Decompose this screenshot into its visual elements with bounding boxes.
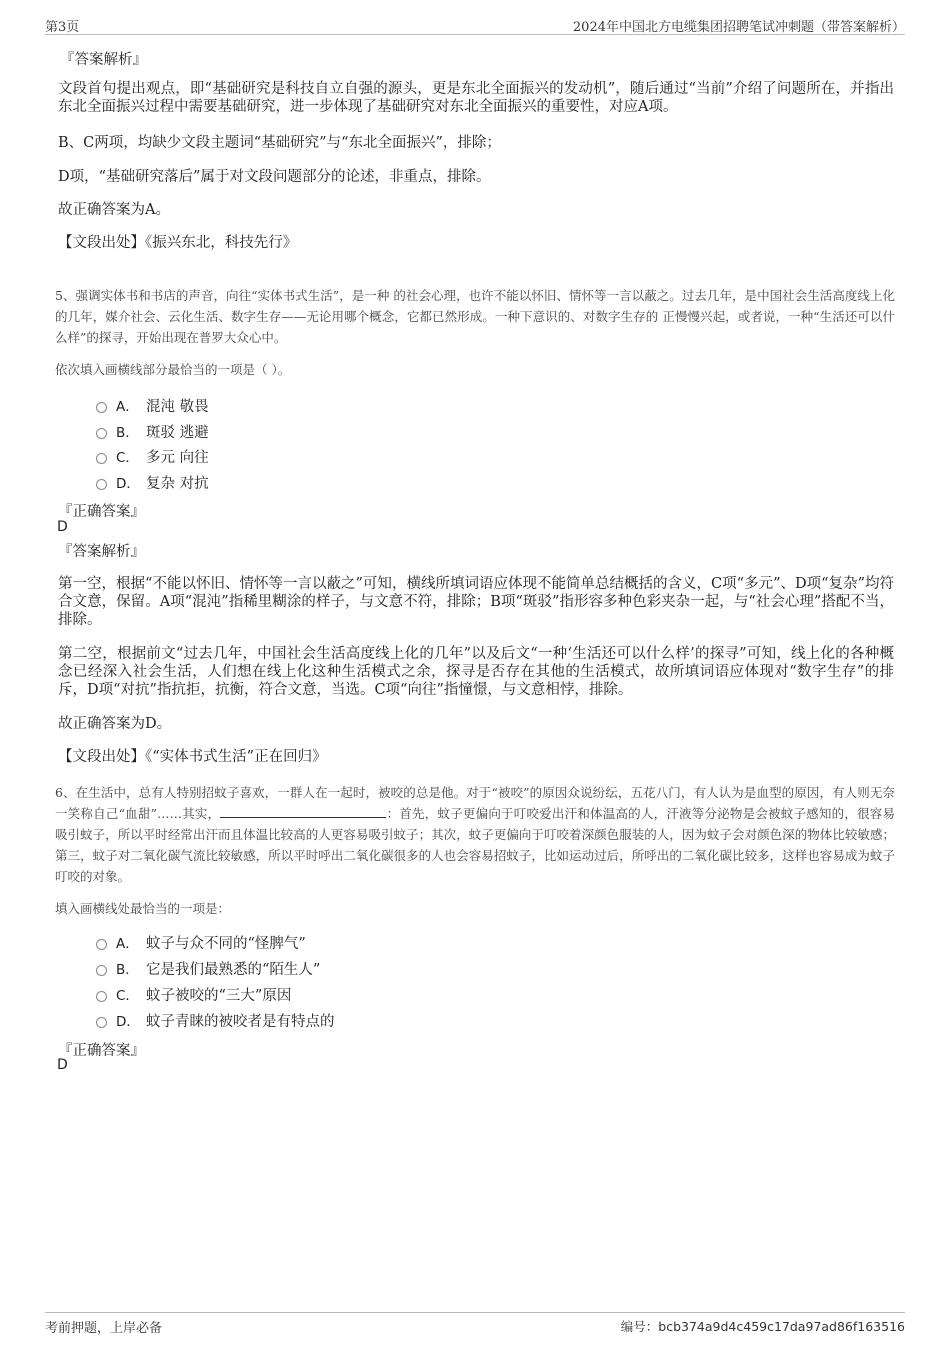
option-letter: C． [116, 450, 139, 466]
code-label: 编号： [620, 1319, 659, 1334]
q4-analysis-p3: D项，“基础研究落后”属于对文段问题部分的论述，非重点，排除。 [58, 169, 491, 185]
q6-option-b[interactable] [96, 957, 320, 979]
q5-correct-label: 『正确答案』 [58, 504, 145, 520]
option-text: 多元 向往 [146, 449, 209, 466]
option-text: 混沌 敬畏 [146, 398, 209, 415]
q5-analysis-p2: 第二空，根据前文“过去几年，中国社会生活高度线上化的几年”以及后文“一种‘生活还可以什么样’的探寻”可知，线上化的各种概念已经深入社会生活，人们想在线上化这种生活模式之余，探寻是否存在其他的生活模式，故所填词语应体现对“数字生存”的排斥，D项“对抗”指抗拒，抗衡，符合文意，当选。C项“向往”指憧憬，与文意相悖，排除。 [58, 646, 894, 698]
option-letter: D． [116, 1014, 140, 1030]
option-text: 它是我们最熟悉的“陌生人” [146, 961, 321, 978]
q4-source: 【文段出处】《振兴东北，科技先行》 [58, 235, 298, 251]
q5-stem: 5、强调实体书和书店的声音，向往“实体书式生活”，是一种 的社会心理，也许不能以怀旧、情怀等一言以蔽之。过去几年，是中国社会生活高度线上化的几年，媒介社会、云化生活、数字生存——无论用哪个概念，它都已然形成。一种下意识的、对数字生存的 正慢慢兴起，或者说，一种“生活还可以什么样”的探寻，开始出现在普罗大众心中。 [55, 288, 895, 345]
radio-icon[interactable] [96, 939, 107, 950]
option-text: 复杂 对抗 [146, 475, 209, 492]
q5-analysis-label: 『答案解析』 [58, 544, 145, 560]
option-letter: B． [116, 962, 139, 978]
q5-option-d[interactable] [96, 471, 209, 493]
fill-blank [220, 805, 386, 818]
radio-icon[interactable] [96, 991, 107, 1002]
q6-stem-after: ：首先，蚊子更偏向于叮咬爱出汗和体温高的人，汗液等分泌物是会被蚊子感知的，很容易吸引蚊子，所以平时经常出汗而且体温比较高的人更容易吸引蚊子；其次，蚊子更偏向于叮咬着深颜色服装的人，因为蚊子会对颜色深的物体比较敏感；第三，蚊子对二氧化碳气流比较敏感，所以平时呼出二氧化碳很多的人也会容易招蚊子，比如运动过后，所呼出的二氧化碳比较多，这样也容易成为蚊子叮咬的对象。 [55, 806, 895, 884]
q5-source: 【文段出处】《“实体书式生活”正在回归》 [58, 749, 327, 765]
q4-analysis-label: 『答案解析』 [60, 52, 147, 68]
q6-option-c[interactable] [96, 983, 291, 1005]
option-letter: A． [116, 399, 139, 415]
page-footer [45, 1312, 905, 1335]
option-text: 蚊子青睐的被咬者是有特点的 [146, 1013, 335, 1030]
option-letter: C． [116, 988, 139, 1004]
radio-icon[interactable] [96, 428, 107, 439]
q6-correct-answer: D [57, 1057, 68, 1073]
q4-analysis-p2: B、C两项，均缺少文段主题词“基础研究”与“东北全面振兴”，排除； [58, 135, 501, 151]
option-letter: D． [116, 476, 140, 492]
radio-icon[interactable] [96, 1017, 107, 1028]
q6-option-a[interactable] [96, 931, 306, 953]
q5-option-a[interactable] [96, 394, 209, 416]
option-letter: B． [116, 425, 139, 441]
page-number: 第3页 [45, 20, 80, 35]
q6-stem [55, 782, 895, 887]
code-value: bcb374a9d4c459c17da97ad86f163516 [658, 1319, 905, 1334]
document-title: 2024年中国北方电缆集团招聘笔试冲刺题（带答案解析） [572, 20, 905, 35]
q5-option-c[interactable] [96, 445, 209, 467]
q5-correct-answer: D [57, 519, 68, 535]
q6-prompt: 填入画横线处最恰当的一项是： [55, 901, 231, 916]
radio-icon[interactable] [96, 479, 107, 490]
q4-analysis-conclusion: 故正确答案为A。 [58, 202, 170, 218]
q6-option-d[interactable] [96, 1009, 335, 1031]
option-letter: A． [116, 936, 139, 952]
radio-icon[interactable] [96, 453, 107, 464]
radio-icon[interactable] [96, 402, 107, 413]
document-code [621, 1317, 905, 1335]
q6-stem-before: 6、在生活中，总有人特别招蚊子喜欢，一群人在一起时，被咬的总是他。对于“被咬”的原因众说纷纭，五花八门，有人认为是血型的原因，有人则无奈一笑称自己“血甜”……其实， [55, 785, 895, 821]
q5-analysis-conclusion: 故正确答案为D。 [58, 716, 172, 732]
option-text: 斑驳 逃避 [146, 424, 209, 441]
q5-option-b[interactable] [96, 420, 209, 442]
footer-slogan: 考前押题，上岸必备 [45, 1321, 163, 1336]
q6-correct-label: 『正确答案』 [58, 1043, 145, 1059]
q5-analysis-p1: 第一空，根据“不能以怀旧、情怀等一言以蔽之”可知，横线所填词语应体现不能简单总结概括的含义，C项“多元”、D项“复杂”均符合文意，保留。A项“混沌”指稀里糊涂的样子，与文意不符，排除；B项“斑驳”指形容多种色彩夹杂一起，与“社会心理”搭配不当，排除。 [58, 576, 894, 628]
option-text: 蚊子与众不同的“怪脾气” [146, 935, 306, 952]
q4-analysis-p1: 文段首句提出观点，即“基础研究是科技自立自强的源头，更是东北全面振兴的发动机”，随后通过“当前”介绍了问题所在，并指出东北全面振兴过程中需要基础研究，进一步体现了基础研究对东北全面振兴的重要性，对应A项。 [58, 81, 894, 115]
radio-icon[interactable] [96, 965, 107, 976]
page-header [45, 14, 905, 35]
q5-prompt: 依次填入画横线部分最恰当的一项是（ ）。 [55, 362, 291, 377]
option-text: 蚊子被咬的“三大”原因 [146, 987, 292, 1004]
